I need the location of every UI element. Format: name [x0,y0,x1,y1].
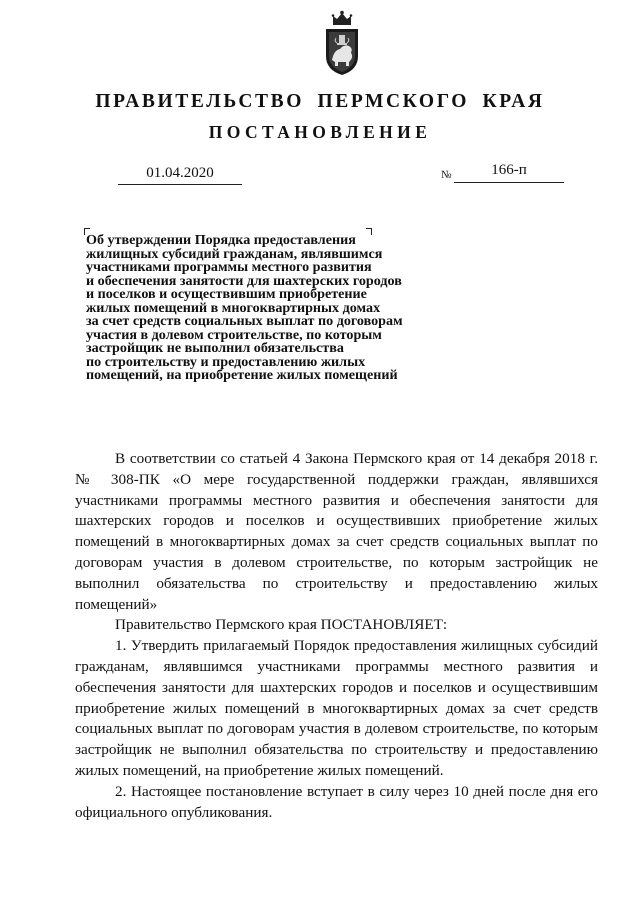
document-body [75,449,598,823]
organization-title: ПРАВИТЕЛЬСТВО ПЕРМСКОГО КРАЯ [95,91,545,112]
subject-line: и поселков и осуществившим приобретение [86,286,367,302]
number-sign: № [441,169,452,181]
subject-line: и обеспечения занятости для шахтерских городов [86,272,402,289]
resolution-paragraph: Правительство Пермского края ПОСТАНОВЛЯЕТ: [115,616,448,634]
document-number: 166-п [454,160,564,183]
subject-line: застройщик не выполнил обязательства [86,340,344,356]
subject-line: жилищных субсидий гражданам, являвшимся [86,245,383,262]
subject-line: участниками программы местного развития [86,259,372,275]
document-date: 01.04.2020 [118,163,242,185]
subject-line: участия в долевом строительстве, по которым [86,326,382,343]
preamble-paragraph: В соответствии со статьей 4 Закона Пермского края от 14 декабря 2018 г. № 308-ПК «О мере государственной поддержки граждан, являвшихся участниками программы местного развития и обеспечения занятости для шахтерских городов и поселков и осуществивших приобретение жилых помещений в многоквартирных домах за счет средств социальных выплат по договорам участия в долевом строительстве, по которым застройщик не выполнил обязательства по строительству и предоставлению жилых помещений» [75,450,598,613]
document-subject [86,234,403,383]
clause-2-paragraph: 2. Настоящее постановление вступает в силу через 10 дней после дня его официального опубликования. [75,782,598,821]
document-type: ПОСТАНОВЛЕНИЕ [208,122,432,142]
subject-line: помещений, на приобретение жилых помещений [86,367,398,383]
subject-line: Об утверждении Порядка предоставления [86,232,356,248]
subject-line: жилых помещений в многоквартирных домах [86,299,381,316]
subject-line: по строительству и предоставлению жилых [86,353,366,370]
coat-of-arms-icon [320,10,364,76]
subject-line: за счет средств социальных выплат по договорам [86,313,403,329]
clause-1-paragraph: 1. Утвердить прилагаемый Порядок предоставления жилищных субсидий гражданам, являвшимся участниками программы местного развития и обеспечения занятости для шахтерских городов и поселков и осуществившим приобретение жилых помещений в многоквартирных домах за счет средств социальных выплат по договорам участия в долевом строительстве, по которым застройщик не выполнил обязательства по строительству и предоставлению жилых помещений, на приобретение жилых помещений. [75,637,598,779]
